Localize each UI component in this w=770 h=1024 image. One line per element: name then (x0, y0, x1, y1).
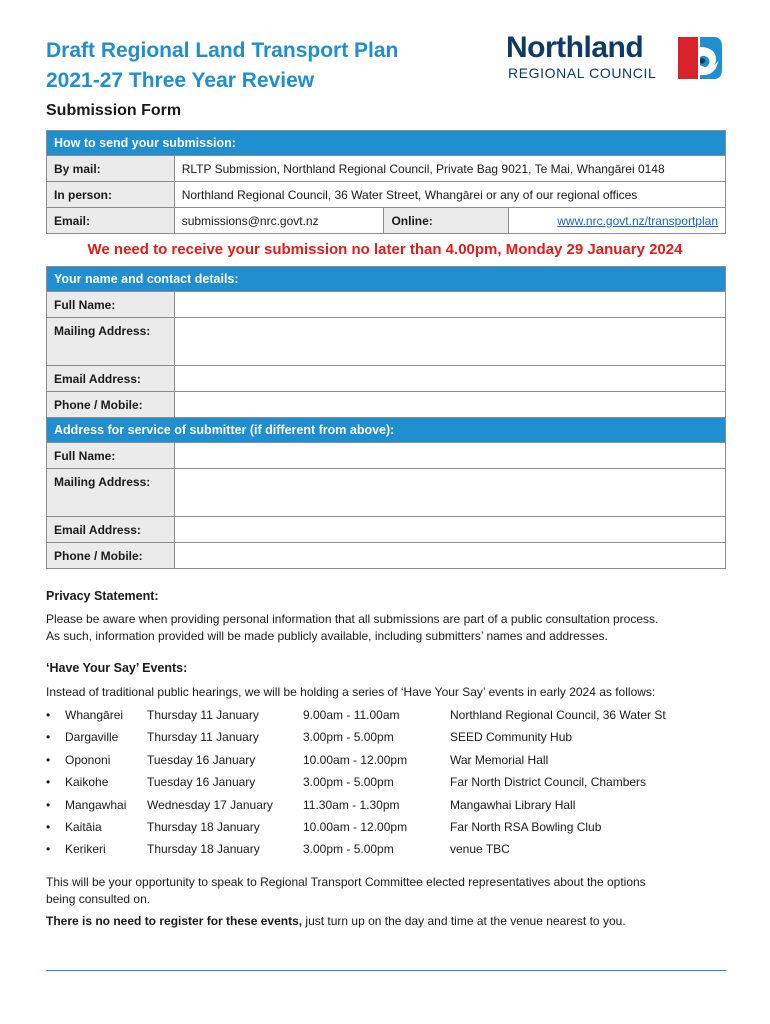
mail-address: RLTP Submission, Northland Regional Council, Private Bag 9021, Te Mai, Whangārei 0148 (174, 156, 725, 182)
logo-subtitle: REGIONAL COUNCIL (508, 65, 657, 81)
footer-divider (46, 970, 726, 971)
service-email-field[interactable] (174, 517, 725, 543)
privacy-line-2: As such, information provided will be made publicly available, including submitters’ names and addresses. (46, 628, 608, 643)
event-date: Tuesday 16 January (147, 775, 256, 790)
event-venue: War Memorial Hall (450, 752, 549, 767)
how-to-send-heading: How to send your submission: (47, 131, 726, 156)
bullet: • (46, 819, 51, 834)
event-place: Kaikohe (65, 775, 109, 790)
event-venue: Northland Regional Council, 36 Water St (450, 708, 666, 722)
contact-full-name-row (47, 292, 726, 318)
event-item (46, 794, 746, 816)
privacy-heading: Privacy Statement: (46, 589, 159, 603)
event-date: Thursday 18 January (147, 842, 260, 857)
events-closing (46, 874, 736, 907)
event-venue: Far North District Council, Chambers (450, 775, 647, 790)
contact-heading: Your name and contact details: (47, 267, 726, 292)
event-date: Thursday 11 January (147, 730, 259, 745)
how-to-send-header (47, 131, 726, 156)
online-label: Online: (384, 208, 509, 234)
service-email-label: Email Address: (47, 517, 175, 543)
bullet: • (46, 797, 51, 812)
online-cell (509, 208, 726, 234)
in-person-address: Northland Regional Council, 36 Water Street, Whangārei or any of our regional offices (174, 182, 725, 208)
closing-line-2: being consulted on. (46, 891, 151, 906)
event-date: Wednesday 17 January (147, 797, 273, 812)
email-address: submissions@nrc.govt.nz (174, 208, 384, 234)
logo-name: Northland (506, 31, 644, 64)
contact-full-name-label: Full Name: (47, 292, 175, 318)
registration-note (46, 913, 736, 930)
contact-phone-field[interactable] (174, 392, 725, 418)
event-time: 9.00am - 11.00am (303, 708, 400, 722)
event-place: Whangārei (65, 708, 124, 722)
closing-line-1: This will be your opportunity to speak to Regional Transport Committee elected representatives about the options (46, 875, 646, 889)
title-line-1: Draft Regional Land Transport Plan (46, 39, 399, 62)
event-time: 3.00pm - 5.00pm (303, 775, 394, 790)
mail-label: By mail: (47, 156, 175, 182)
event-item (46, 749, 746, 771)
contact-full-name-field[interactable] (174, 292, 725, 318)
bullet: • (46, 730, 51, 745)
event-item (46, 838, 746, 860)
contact-mailing-field[interactable] (174, 318, 725, 366)
events-intro: Instead of traditional public hearings, we will be holding a series of ‘Have Your Say’ events in early 2024 as follows: (46, 685, 656, 699)
contact-email-field[interactable] (174, 366, 725, 392)
document-title (46, 36, 398, 96)
contact-email-label: Email Address: (47, 366, 175, 392)
service-email-row (47, 517, 726, 543)
service-heading: Address for service of submitter (if different from above): (47, 418, 726, 443)
bullet: • (46, 752, 51, 767)
events-heading: ‘Have Your Say’ Events: (46, 661, 188, 675)
title-line-2: 2021-27 Three Year Review (46, 69, 315, 92)
event-venue: SEED Community Hub (450, 730, 573, 745)
in-person-label: In person: (47, 182, 175, 208)
privacy-line-1: Please be aware when providing personal information that all submissions are part of a public consultation process. (46, 612, 659, 626)
contact-mailing-row (47, 318, 726, 366)
event-date: Tuesday 16 January (147, 752, 256, 767)
event-place: Kaitāia (65, 819, 102, 834)
email-label: Email: (47, 208, 175, 234)
service-phone-row (47, 543, 726, 569)
transport-plan-link[interactable]: www.nrc.govt.nz/transportplan (557, 213, 718, 228)
how-to-send-table (46, 130, 726, 234)
event-date: Thursday 18 January (147, 819, 260, 834)
event-item (46, 816, 746, 838)
northland-regional-council-logo (506, 31, 728, 84)
event-time: 10.00am - 12.00pm (303, 819, 408, 834)
service-full-name-label: Full Name: (47, 443, 175, 469)
service-mailing-label: Mailing Address: (47, 469, 175, 517)
council-emblem-icon (676, 35, 724, 81)
service-mailing-row (47, 469, 726, 517)
registration-note-bold: There is no need to register for these events, (46, 914, 303, 928)
event-item (46, 726, 746, 748)
event-time: 11.30am - 1.30pm (303, 797, 400, 812)
event-time: 3.00pm - 5.00pm (303, 842, 394, 857)
service-full-name-row (47, 443, 726, 469)
registration-note-rest: just turn up on the day and time at the venue nearest to you. (302, 914, 626, 928)
contact-mailing-label: Mailing Address: (47, 318, 175, 366)
contact-details-table (46, 266, 726, 569)
service-phone-label: Phone / Mobile: (47, 543, 175, 569)
event-item (46, 704, 746, 726)
contact-header (47, 267, 726, 292)
form-subtitle: Submission Form (46, 102, 182, 119)
in-person-row (47, 182, 726, 208)
service-mailing-field[interactable] (174, 469, 725, 517)
bullet: • (46, 708, 51, 722)
bullet: • (46, 775, 51, 790)
bullet: • (46, 842, 51, 857)
service-full-name-field[interactable] (174, 443, 725, 469)
event-time: 3.00pm - 5.00pm (303, 730, 394, 745)
event-place: Opononi (65, 752, 111, 767)
contact-phone-row (47, 392, 726, 418)
service-phone-field[interactable] (174, 543, 725, 569)
events-list (46, 704, 746, 861)
contact-phone-label: Phone / Mobile: (47, 392, 175, 418)
mail-row (47, 156, 726, 182)
event-date: Thursday 11 January (147, 708, 259, 722)
event-time: 10.00am - 12.00pm (303, 752, 408, 767)
email-online-row (47, 208, 726, 234)
event-venue: Far North RSA Bowling Club (450, 819, 602, 834)
event-place: Kerikeri (65, 842, 106, 857)
event-place: Dargaville (65, 730, 119, 745)
event-venue: Mangawhai Library Hall (450, 797, 576, 812)
event-item (46, 771, 746, 793)
event-place: Mangawhai (65, 797, 127, 812)
deadline-notice: We need to receive your submission no later than 4.00pm, Monday 29 January 2024 (87, 241, 683, 258)
contact-email-row (47, 366, 726, 392)
event-venue: venue TBC (450, 842, 510, 857)
service-header (47, 418, 726, 443)
privacy-statement (46, 611, 736, 644)
